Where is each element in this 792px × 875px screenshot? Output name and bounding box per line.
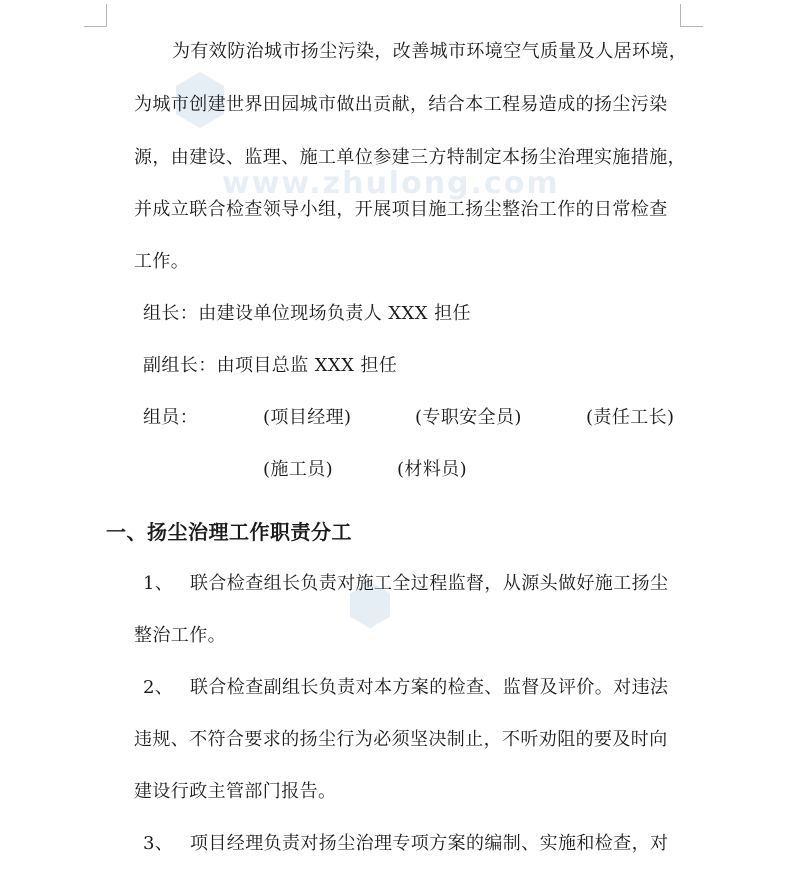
intro-line-3: 源，由建设、监理、施工单位参建三方特制定本扬尘治理实施措施， — [134, 147, 686, 168]
team-member: (施工员) — [263, 459, 334, 480]
team-deputy: 副组长：由项目总监 XXX 担任 — [143, 355, 398, 376]
item-2-line-1: 联合检查副组长负责对本方案的检查、监督及评价。对违法 — [190, 677, 669, 698]
team-member: (责任工长) — [586, 407, 675, 428]
intro-line-4: 并成立联合检查领导小组，开展项目施工扬尘整治工作的日常检查 — [134, 199, 668, 220]
item-3-line-1: 项目经理负责对扬尘治理专项方案的编制、实施和检查，对 — [190, 833, 669, 854]
item-number: 3、 — [143, 833, 174, 854]
team-member: (项目经理) — [263, 407, 352, 428]
intro-line-1: 为有效防治城市扬尘污染，改善城市环境空气质量及人居环境， — [172, 41, 688, 62]
intro-line-2: 为城市创建世界田园城市做出贡献，结合本工程易造成的扬尘污染 — [134, 94, 668, 115]
item-1-line-1: 联合检查组长负责对施工全过程监督，从源头做好施工扬尘 — [190, 573, 669, 594]
section-heading: 一、扬尘治理工作职责分工 — [106, 520, 352, 544]
team-member: (材料员) — [397, 459, 468, 480]
item-number: 2、 — [143, 677, 174, 698]
team-members-label: 组员： — [143, 407, 199, 428]
item-1-line-2: 整治工作。 — [134, 625, 226, 646]
item-2-line-3: 建设行政主管部门报告。 — [134, 781, 337, 802]
team-leader: 组长：由建设单位现场负责人 XXX 担任 — [143, 303, 471, 324]
intro-line-5: 工作。 — [134, 251, 190, 272]
crop-mark-top-left — [84, 4, 107, 27]
item-number: 1、 — [143, 573, 174, 594]
watermark-text: www.zhulong.com — [222, 166, 560, 201]
team-member: (专职安全员) — [415, 407, 522, 428]
crop-mark-top-right — [680, 4, 703, 27]
item-2-line-2: 违规、不符合要求的扬尘行为必须坚决制止，不听劝阻的要及时向 — [134, 729, 668, 750]
